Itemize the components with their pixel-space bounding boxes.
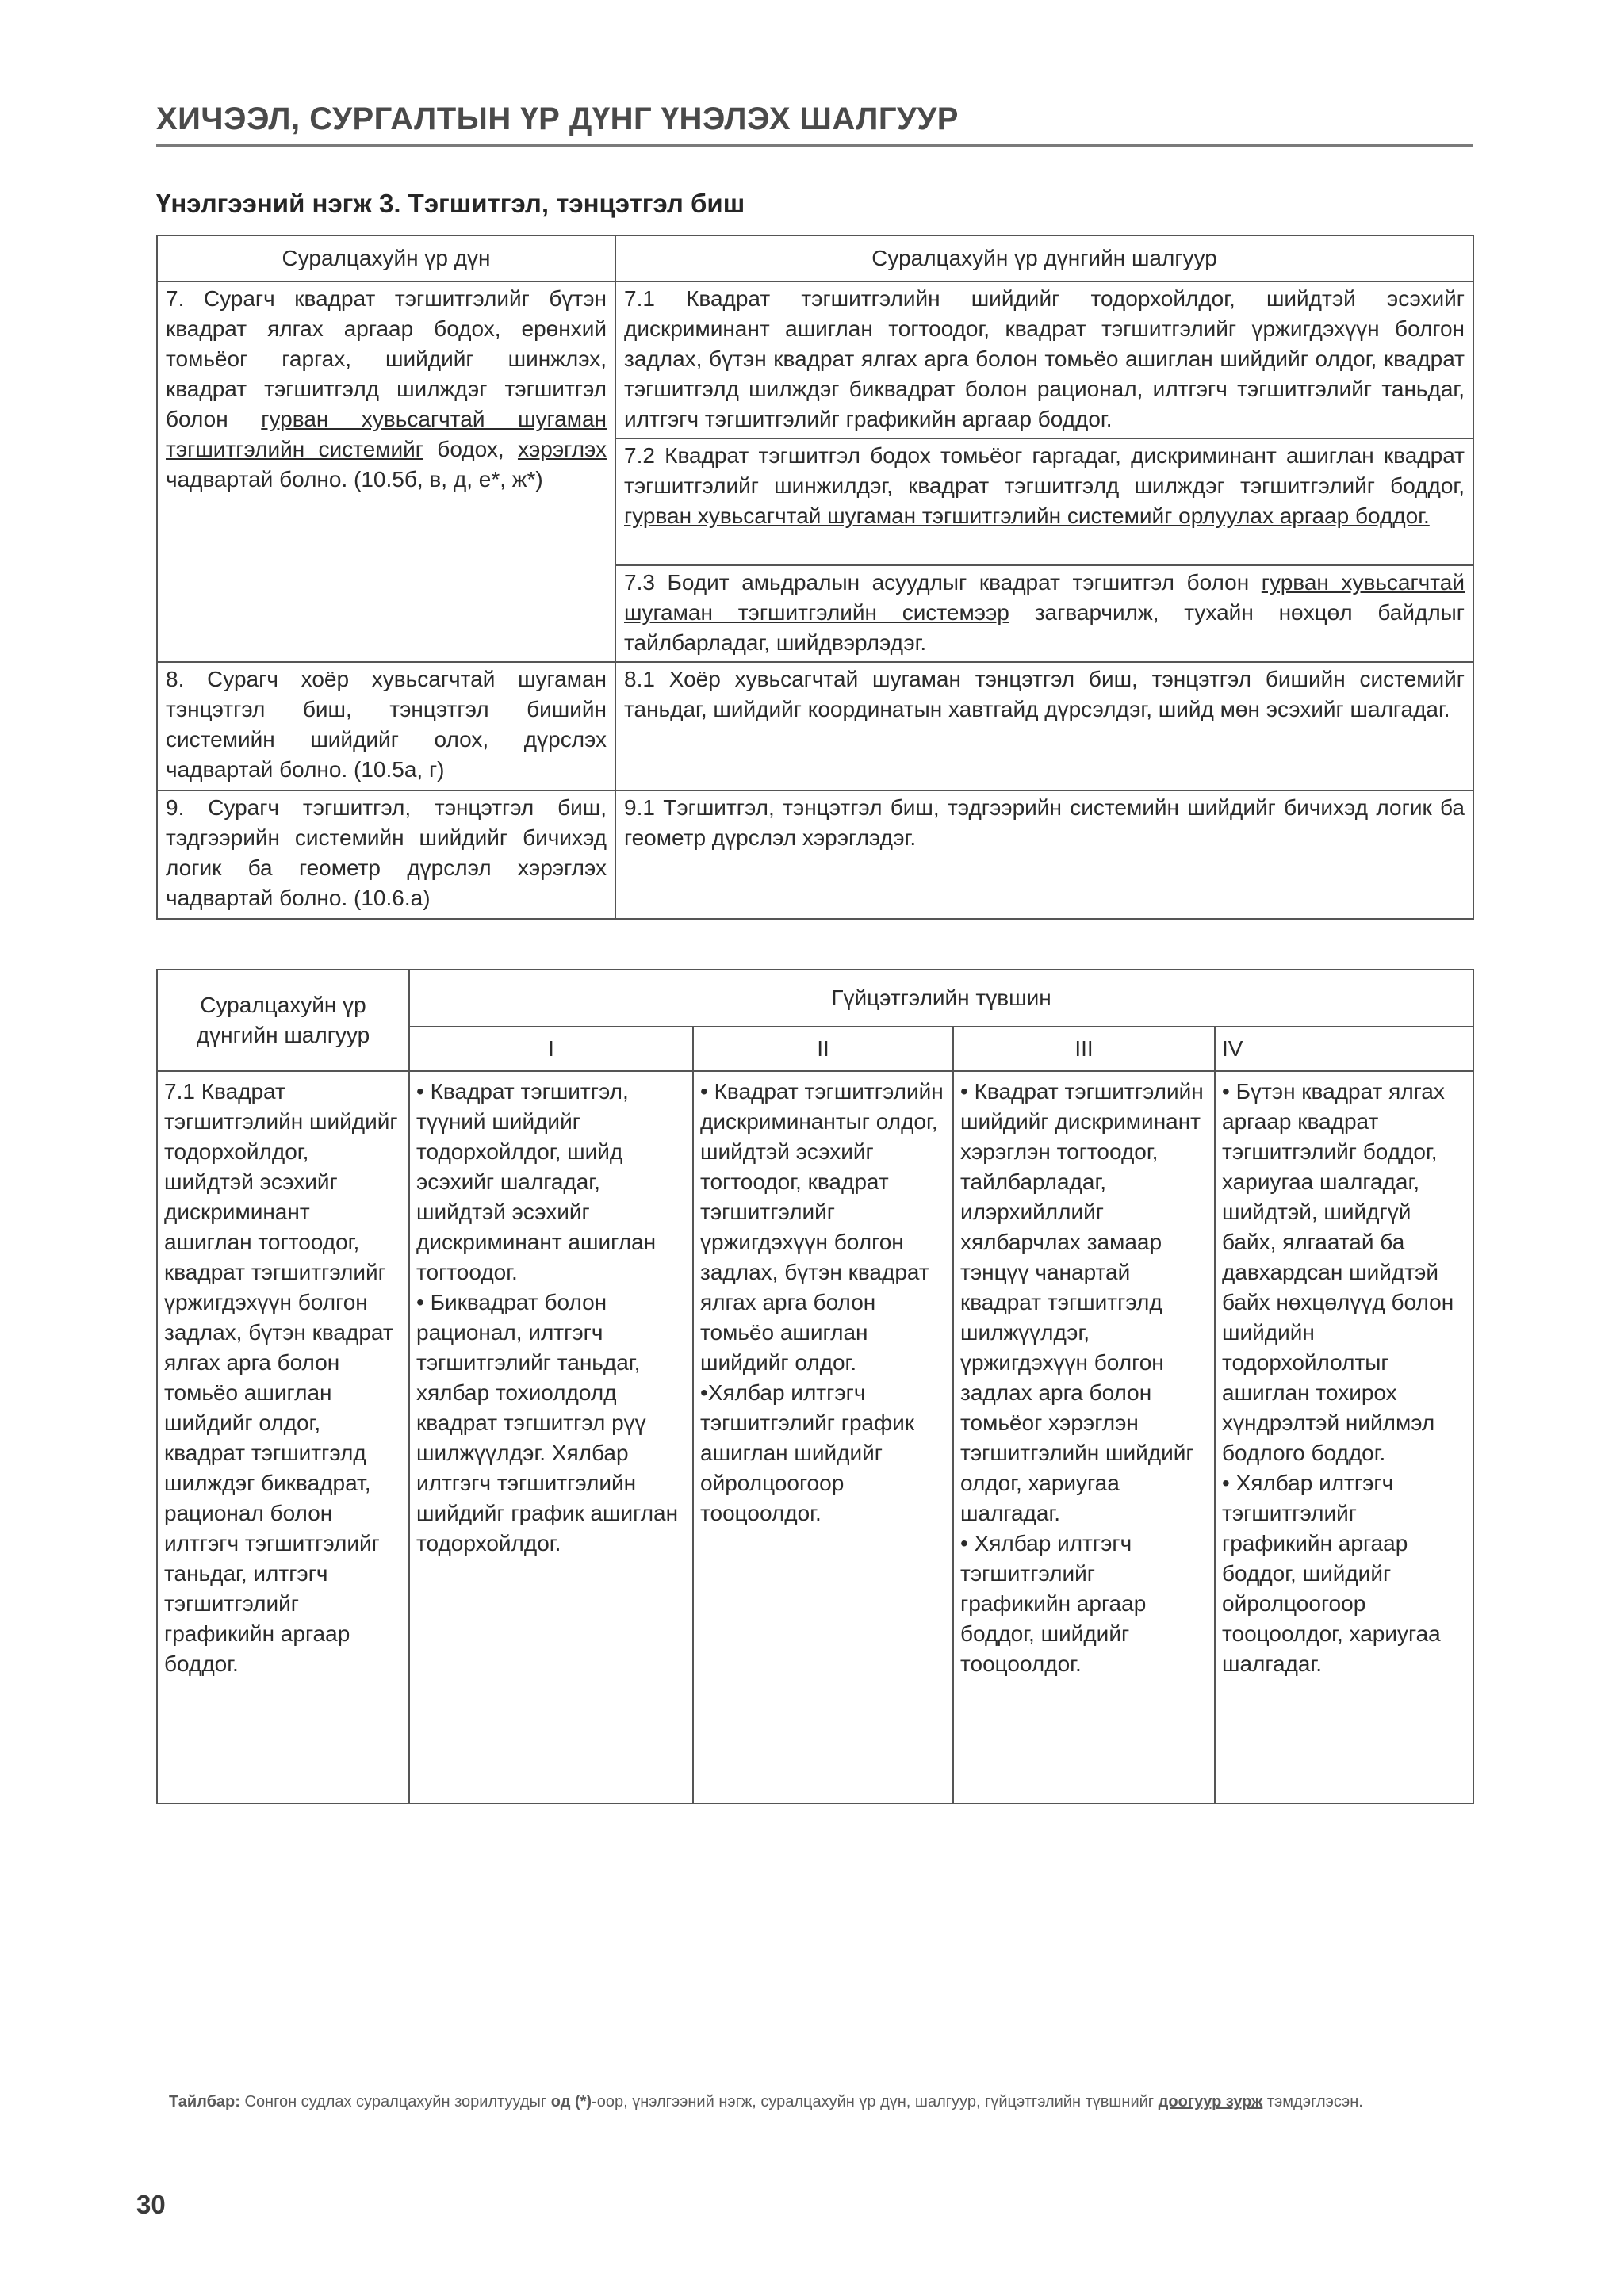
level-iii-cell — [953, 1071, 1215, 1804]
outcome-text: бодох, — [437, 437, 504, 461]
column-header-criteria: Суралцахуйн үр дүнгийн шалгуур — [615, 235, 1473, 281]
page-number: 30 — [136, 2190, 166, 2219]
levels-header: Гүйцэтгэлийн түвшин — [409, 970, 1473, 1027]
footnote-star-marker: од (*) — [550, 2093, 592, 2110]
table-header-row — [157, 970, 1473, 1027]
criteria-text: загварчилж, тухайн нөхцөл байдлыг тайлбарладаг, шийдвэрлэдэг. — [624, 600, 1465, 655]
column-header-outcome: Суралцахуйн үр дүн — [157, 235, 615, 281]
criteria-cell-9-1: 9.1 Тэгшитгэл, тэнцэтгэл биш, тэдгээрийн системийн шийдийг бичихэд логик ба геометр дүрслэл хэрэглэдэг. — [615, 790, 1473, 919]
level-header-ii: II — [693, 1027, 953, 1071]
criteria-cell-7-3 — [615, 565, 1473, 662]
level-header-iv: IV — [1215, 1027, 1473, 1071]
criteria-underlined-text: гурван хувьсагчтай шугаман тэгшитгэлийн системийг орлуулах аргаар боддог. — [624, 503, 1430, 528]
outcome-cell-7 — [157, 281, 615, 662]
level-i-cell — [409, 1071, 693, 1804]
outcomes-table — [156, 235, 1474, 920]
footnote-text: Сонгон судлах суралцахуйн зорилтуудыг — [239, 2093, 551, 2110]
criteria-cell: 7.1 Квадрат тэгшитгэлийн шийдийг тодорхойлдог, шийдтэй эсэхийг дискриминант ашиглан тогтоодог, квадрат тэгшитгэлийг үржигдэхүүн болгон задлах, бүтэн квадрат ялгах арга болон томьёо ашиглан шийдийг олдог, квадрат тэгшитгэлд шилждэг биквадрат, рационал болон илтгэгч тэгшитгэлийг таньдаг, илтгэгч тэгшитгэлийг графикийн аргаар боддог. — [157, 1071, 409, 1804]
level-ii-cell — [693, 1071, 953, 1804]
level-i-item: • Биквадрат болон рационал, илтгэгч тэгшитгэлийг таньдаг, хялбар тохиолдолд квадрат тэгшитгэл рүү шилжүүлдэг. Хялбар илтгэгч тэгшитгэлийн шийдийг график ашиглан тодорхойлдог. — [416, 1290, 679, 1556]
criteria-text: 7.2 Квадрат тэгшитгэл бодох томьёог гаргадаг, дискриминант ашиглан квадрат тэгшитгэлийг шинжилдэг, квадрат тэгшитгэлд шилждэг тэгшитгэлийг боддог, — [624, 443, 1465, 498]
outcome-underlined-text: гурван хувьсагчтай шугаман тэгшитгэлийн системийг — [166, 407, 607, 461]
level-header-iii: III — [953, 1027, 1215, 1071]
performance-levels-table — [156, 969, 1474, 1804]
level-iv-cell — [1215, 1071, 1473, 1804]
level-iii-item: • Квадрат тэгшитгэлийн шийдийг дискриминант хэрэглэн тогтоодог, тайлбарладаг, илэрхийллийг хялбарчлах замаар тэнцүү чанартай квадрат тэгшитгэлд шилжүүлдэг, үржигдэхүүн болгон задлах арга болон томьёог хэрэглэн тэгшитгэлийн шийдийг олдог, хариугаа шалгадаг. — [960, 1079, 1204, 1525]
outcome-underlined-text: хэрэглэх — [517, 437, 607, 461]
outcome-text: чадвартай болно. (10.5б, в, д, е*, ж*) — [166, 467, 543, 492]
footnote-underline-marker: доогуур зурж — [1158, 2093, 1263, 2110]
criteria-cell-7-2 — [615, 438, 1473, 565]
level-ii-item: • Квадрат тэгшитгэлийн дискриминантыг олдог, шийдтэй эсэхийг тогтоодог, квадрат тэгшитгэлийг үржигдэхүүн болгон задлах, бүтэн квадрат ялгах арга болон томьёо ашиглан шийдийг олдог. — [700, 1079, 944, 1375]
footnote-text: -оор, үнэлгээний нэгж, суралцахуйн үр дүн, шалгуур, гүйцэтгэлийн түвшнийг — [592, 2093, 1159, 2110]
outcome-text: 7. Сурагч квадрат тэгшитгэлийг бүтэн квадрат ялгах аргаар бодох, ерөнхий томьёог гаргах, шийдийг шинжлэх, квадрат тэгшитгэлд шилждэг тэгшитгэл болон — [166, 286, 607, 431]
table-row — [157, 790, 1473, 919]
criteria-cell-7-1: 7.1 Квадрат тэгшитгэлийн шийдийг тодорхойлдог, шийдтэй эсэхийг дискриминант ашиглан тогтоодог, квадрат тэгшитгэлийг үржигдэхүүн болгон задлах, бүтэн квадрат ялгах арга болон томьёо ашиглан шийдийг олдог, квадрат тэгшитгэлд шилждэг биквадрат болон рационал, илтгэгч тэгшитгэлийг таньдаг, илтгэгч тэгшитгэлийг графикийн аргаар боддог. — [615, 281, 1473, 438]
table-row — [157, 662, 1473, 790]
outcome-cell-8: 8. Сурагч хоёр хувьсагчтай шугаман тэнцэтгэл биш, тэнцэтгэл бишийн системийн шийдийг олох, дүрслэх чадвартай болно. (10.5а, г) — [157, 662, 615, 790]
section-title: Үнэлгээний нэгж 3. Тэгшитгэл, тэнцэтгэл биш — [156, 189, 745, 218]
table-row — [157, 281, 1473, 438]
level-iv-item: • Бүтэн квадрат ялгах аргаар квадрат тэгшитгэлийг боддог, хариугаа шалгадаг, шийдтэй, шийдгүй байх, ялгаатай ба давхардсан шийдтэй байх нөхцөлүүд болон шийдийн тодорхойлолтыг ашиглан тохирох хүндрэлтэй нийлмэл бодлого боддог. — [1222, 1079, 1454, 1465]
header-title: ХИЧЭЭЛ, СУРГАЛТЫН ҮР ДҮНГ ҮНЭЛЭХ ШАЛГУУР — [156, 101, 959, 136]
table-header-row — [157, 235, 1473, 281]
footnote-text: тэмдэглэсэн. — [1262, 2093, 1363, 2110]
footnote — [169, 2093, 1485, 2111]
level-iv-item: • Хялбар илтгэгч тэгшитгэлийг графикийн аргаар боддог, шийдийг ойролцоогоор тооцоолдог, хариугаа шалгадаг. — [1222, 1471, 1441, 1676]
table-row — [157, 1071, 1473, 1804]
level-ii-item: •Хялбар илтгэгч тэгшитгэлийг график ашиглан шийдийг ойролцоогоор тооцоолдог. — [700, 1380, 915, 1525]
level-i-item: • Квадрат тэгшитгэл, түүний шийдийг тодорхойлдог, шийд эсэхийг шалгадаг, шийдтэй эсэхийг дискриминант ашиглан тогтоодог. — [416, 1079, 657, 1284]
footnote-label: Тайлбар: — [169, 2093, 240, 2110]
level-iii-item: • Хялбар илтгэгч тэгшитгэлийг графикийн аргаар боддог, шийдийг тооцоолдог. — [960, 1531, 1147, 1676]
outcome-cell-9: 9. Сурагч тэгшитгэл, тэнцэтгэл биш, тэдгээрийн системийн шийдийг бичихэд логик ба геометр дүрслэл хэрэглэх чадвартай болно. (10.6.а) — [157, 790, 615, 919]
criteria-underlined-text: гурван хувьсагчтай шугаман тэгшитгэлийн системээр — [624, 570, 1465, 625]
header-divider — [156, 144, 1473, 147]
criteria-cell-8-1: 8.1 Хоёр хувьсагчтай шугаман тэнцэтгэл биш, тэнцэтгэл бишийн системийг таньдаг, шийдийг координатын хавтгайд дүрсэлдэг, шийд мөн эсэхийг шалгадаг. — [615, 662, 1473, 790]
criteria-header: Суралцахуйн үр дүнгийн шалгуур — [157, 970, 409, 1071]
criteria-text: 7.3 Бодит амьдралын асуудлыг квадрат тэгшитгэл болон — [624, 570, 1250, 595]
level-header-i: I — [409, 1027, 693, 1071]
